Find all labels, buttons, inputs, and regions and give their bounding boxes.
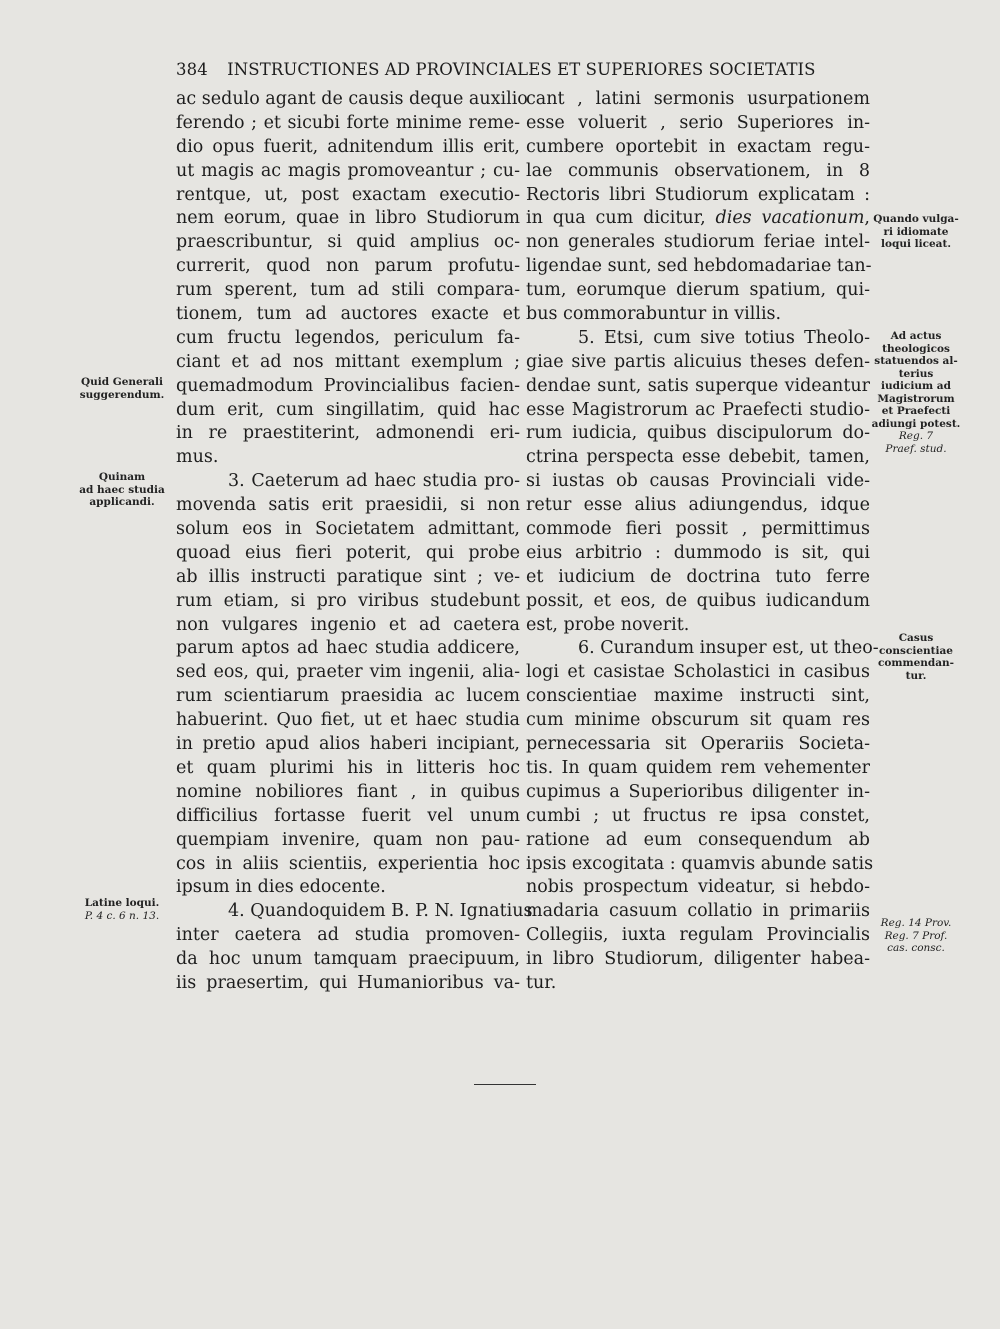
text-line: parum aptos ad haec studia addicere, bbox=[176, 638, 520, 659]
text-line: Collegiis, iuxta regulam Provincialis bbox=[526, 925, 870, 946]
text-line: in pretio apud alios haberi incipiant, bbox=[176, 734, 520, 755]
text-line: mus. bbox=[176, 447, 219, 468]
text-line: pernecessaria sit Operariis Societa- bbox=[526, 734, 870, 755]
italic-phrase: dies vacationum bbox=[715, 208, 865, 229]
margin-note-right: Ad actus theologicos statuendos al- terius iudicium ad Magistrorum et Praefecti adiungi potest. Reg. 7 Praef. stud. bbox=[868, 330, 964, 455]
margin-note-right bbox=[868, 917, 964, 955]
text-line: nomine nobiliores fiant , in quibus bbox=[176, 781, 520, 802]
text-line: ac sedulo agant de causis deque auxilio bbox=[176, 89, 528, 109]
margin-reference: Praef. stud. bbox=[885, 442, 947, 455]
text-line: rum etiam, si pro viribus studebunt bbox=[176, 590, 520, 611]
margin-reference: Reg. 7 bbox=[898, 430, 934, 442]
text-line: ab illis instructi paratique sint ; ve- bbox=[176, 566, 520, 587]
text-line: solum eos in Societatem admittant, bbox=[176, 519, 520, 540]
margin-reference: Reg. 7 Prof. bbox=[884, 929, 948, 942]
text-line: difficilius fortasse fuerit vel unum bbox=[176, 805, 520, 826]
text-line: rum sperent, tum ad stili compara- bbox=[176, 280, 520, 301]
left-text-column bbox=[176, 88, 533, 996]
text-line: Rectoris libri Studiorum explicatam : bbox=[526, 184, 870, 205]
text-line: inter caetera ad studia promoven- bbox=[176, 925, 520, 946]
paragraph-start: 5. Etsi, cum sive totius Theolo- bbox=[578, 327, 870, 348]
text-line: rentque, ut, post exactam executio- bbox=[176, 184, 520, 205]
text-line: habuerint. Quo fiet, ut et haec studia bbox=[176, 710, 520, 731]
text-line: conscientiae maxime instructi sint, bbox=[526, 686, 870, 707]
text-line: currerit, quod non parum profutu- bbox=[176, 256, 520, 277]
text-line: tis. In quam quidem rem vehementer bbox=[526, 757, 870, 778]
text-line: lae communis observationem, in 8 bbox=[526, 160, 870, 181]
text-line: retur esse alius adiungendus, idque bbox=[526, 495, 870, 516]
text-line: dum erit, cum singillatim, quid hac bbox=[176, 399, 520, 420]
text-line: quempiam invenire, quam non pau- bbox=[176, 829, 520, 850]
running-title: INSTRUCTIONES AD PROVINCIALES ET SUPERIORES SOCIETATIS bbox=[227, 60, 816, 79]
text-line: in libro Studiorum, diligenter habea- bbox=[526, 949, 870, 970]
text-line: cant , latini sermonis usurpationem bbox=[526, 89, 870, 109]
page-number: 384 bbox=[176, 60, 208, 79]
margin-note-left: Latine loqui. P. 4 c. 6 n. 13. bbox=[72, 897, 172, 922]
text-line: ipsis excogitata : quamvis abunde satis bbox=[526, 853, 874, 874]
text-line: movenda satis erit praesidii, si non bbox=[176, 495, 520, 516]
text-line: ligendae sunt, sed hebdomadariae tan- bbox=[526, 256, 872, 277]
paragraph-start: 4. Quandoquidem B. P. N. Ignatius bbox=[228, 901, 533, 922]
text-line: si iustas ob causas Provinciali vide- bbox=[526, 471, 870, 492]
text-line: bus commorabuntur in villis. bbox=[526, 304, 782, 325]
text-line: cos in aliis scientiis, experientia hoc bbox=[176, 853, 520, 874]
text-line: giae sive partis alicuius theses defen- bbox=[526, 351, 870, 372]
running-header bbox=[176, 60, 816, 79]
text-line: non generales studiorum feriae intel- bbox=[526, 232, 870, 253]
text-line: in re praestiterint, admonendi eri- bbox=[176, 423, 520, 444]
paragraph-start: 6. Curandum insuper est, ut theo- bbox=[578, 638, 879, 659]
text-line: non vulgares ingenio et ad caetera bbox=[176, 614, 520, 635]
text-line: in qua cum dicitur, dies vacationum, bbox=[526, 208, 870, 229]
text-line: possit, et eos, de quibus iudicandum bbox=[526, 590, 870, 611]
text-line: cumbi ; ut fructus re ipsa constet, bbox=[526, 805, 870, 826]
text-line: tionem, tum ad auctores exacte et bbox=[176, 304, 520, 325]
margin-note-left: Quid Generali suggerendum. bbox=[79, 376, 165, 401]
text-line: quoad eius fieri poterit, qui probe bbox=[176, 542, 520, 563]
text-line: ctrina perspecta esse debebit, tamen, bbox=[526, 447, 870, 468]
text-line: ipsum in dies edocente. bbox=[176, 877, 386, 898]
text-line: dendae sunt, satis superque videantur bbox=[526, 375, 870, 396]
text-line: esse voluerit , serio Superiores in- bbox=[526, 112, 870, 133]
text-line: eius arbitrio : dummodo is sit, qui bbox=[526, 542, 870, 563]
text-line: et iudicium de doctrina tuto ferre bbox=[526, 566, 870, 587]
text-line: iis praesertim, qui Humanioribus va- bbox=[176, 972, 520, 993]
text-line: sed eos, qui, praeter vim ingenii, alia- bbox=[176, 662, 520, 683]
margin-note-left: Quinam ad haec studia applicandi. bbox=[79, 471, 165, 508]
text-line: cupimus a Superioribus diligenter in- bbox=[526, 781, 870, 802]
text-line: quemadmodum Provincialibus facien- bbox=[176, 375, 520, 396]
margin-note-right: Casus conscientiae commendan- tur. bbox=[877, 632, 955, 682]
text-line: nem eorum, quae in libro Studiorum bbox=[176, 208, 520, 229]
text-line: commode fieri possit , permittimus bbox=[526, 519, 870, 540]
text-line: cumbere oportebit in exactam regu- bbox=[526, 136, 870, 157]
text-line: tur. bbox=[526, 972, 557, 993]
margin-reference: Reg. 14 Prov. bbox=[880, 917, 952, 929]
margin-note-right: Quando vulga- ri idiomate loqui liceat. bbox=[873, 213, 959, 250]
right-text-column bbox=[526, 88, 879, 996]
text-line: cum minime obscurum sit quam res bbox=[526, 710, 870, 731]
text-line: dio opus fuerit, adnitendum illis erit, bbox=[176, 136, 520, 157]
text-line: esse Magistrorum ac Praefecti studio- bbox=[526, 399, 870, 420]
text-line: tum, eorumque dierum spatium, qui- bbox=[526, 280, 870, 301]
text-line: ciant et ad nos mittant exemplum ; bbox=[176, 351, 520, 372]
text-line: ratione ad eum consequendum ab bbox=[526, 829, 870, 850]
text-line: ut magis ac magis promoveantur ; cu- bbox=[176, 160, 520, 181]
text-line: cum fructu legendos, periculum fa- bbox=[176, 327, 520, 348]
text-line: da hoc unum tamquam praecipuum, bbox=[176, 949, 520, 970]
paragraph-start: 3. Caeterum ad haec studia pro- bbox=[228, 471, 520, 492]
text-line: rum iudicia, quibus discipulorum do- bbox=[526, 423, 870, 444]
text-line: logi et casistae Scholastici in casibus bbox=[526, 662, 870, 683]
text-line: rum scientiarum praesidia ac lucem bbox=[176, 686, 520, 707]
text-line: nobis prospectum videatur, si hebdo- bbox=[526, 877, 870, 898]
end-rule-divider bbox=[474, 1084, 536, 1085]
text-line: madaria casuum collatio in primariis bbox=[526, 901, 870, 922]
margin-reference: P. 4 c. 6 n. 13. bbox=[84, 909, 160, 922]
text-line: ferendo ; et sicubi forte minime reme- bbox=[176, 112, 520, 133]
text-line: praescribuntur, si quid amplius oc- bbox=[176, 232, 520, 253]
margin-reference: cas. consc. bbox=[887, 942, 945, 954]
text-line: et quam plurimi his in litteris hoc bbox=[176, 757, 520, 778]
text-line: est, probe noverit. bbox=[526, 614, 690, 635]
